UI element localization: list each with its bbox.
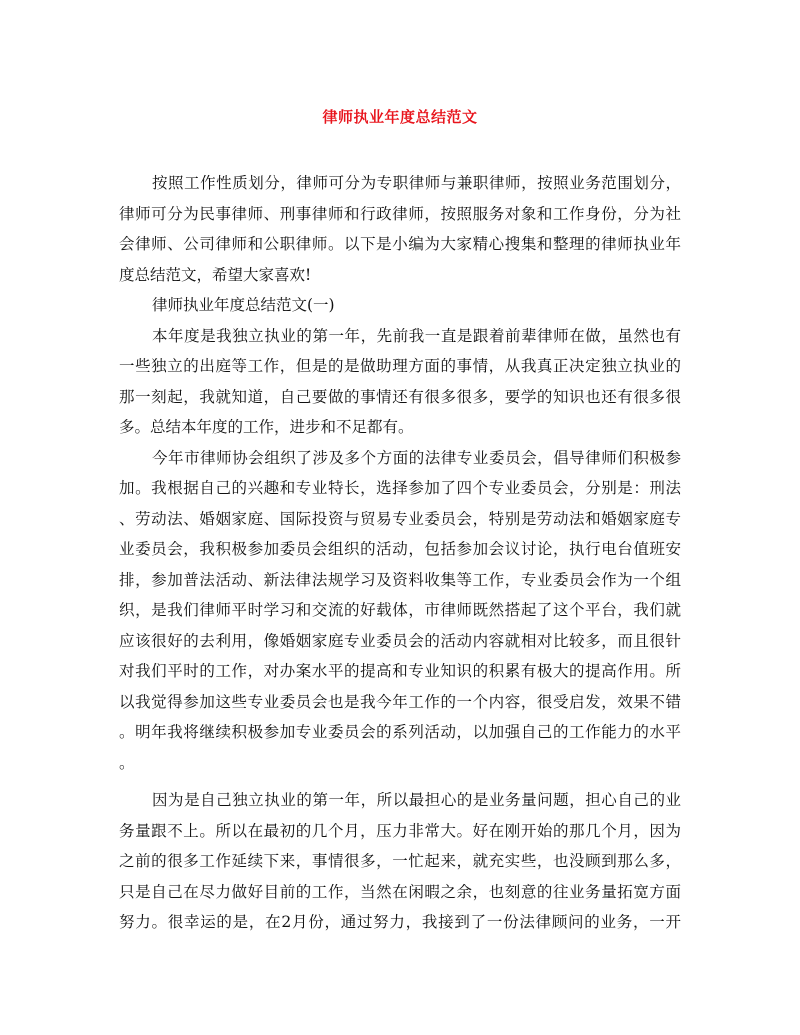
text-line: 度总结范文，希望大家喜欢! (119, 265, 312, 284)
text-line: 今年市律师协会组织了涉及多个方面的法律专业委员会，倡导律师们积极参 (152, 448, 681, 467)
text-line: 应该很好的去利用，像婚姻家庭专业委员会的活动内容就相对比较多，而且很针 (119, 631, 681, 650)
text-line: 业委员会，我积极参加委员会组织的活动，包括参加会议讨论，执行电台值班安 (119, 540, 681, 558)
text-line: 。明年我将继续积极参加专业委员会的系列活动，以加强自己的工作能力的水平 (119, 723, 681, 741)
text-line: 本年度是我独立执业的第一年，先前我一直是跟着前辈律师在做，虽然也有 (152, 326, 681, 345)
text-line: 一些独立的出庭等工作，但是的是做助理方面的事情，从我真正决定独立执业的 (119, 357, 681, 375)
paragraph-gap (119, 778, 681, 785)
text-line: 。 (119, 753, 135, 772)
text-line: 织，是我们律师平时学习和交流的好载体，市律师既然搭起了这个平台，我们就 (119, 601, 681, 619)
text-line: 加。我根据自己的兴趣和专业特长，选择参加了四个专业委员会，分别是：刑法 (119, 479, 681, 497)
text-line: 多。总结本年度的工作，进步和不足都有。 (119, 418, 414, 436)
text-line: 那一刻起，我就知道，自己要做的事情还有很多很多，要学的知识也还有很多很 (119, 387, 681, 406)
document-body (119, 168, 681, 938)
text-line: 排，参加普法活动、新法律法规学习及资料收集等工作，专业委员会作为一个组 (119, 570, 681, 589)
text-line: 之前的很多工作延续下来，事情很多，一忙起来，就充实些，也没顾到那么多， (119, 852, 681, 870)
text-line: 以我觉得参加这些专业委员会也是我今年工作的一个内容，很受启发，效果不错 (119, 692, 681, 711)
text-line: 按照工作性质划分，律师可分为专职律师与兼职律师，按照业务范围划分， (152, 174, 681, 192)
text-line: 、劳动法、婚姻家庭、国际投资与贸易专业委员会，特别是劳动法和婚姻家庭专 (119, 509, 681, 528)
text-line: 对我们平时的工作，对办案水平的提高和专业知识的积累有极大的提高作用。所 (119, 662, 681, 680)
text-line: 只是自己在尽力做好目前的工作，当然在闲暇之余，也刻意的往业务量拓宽方面 (119, 882, 681, 901)
text-line: 努力。很幸运的是，在2月份，通过努力，我接到了一份法律顾问的业务，一开 (119, 913, 681, 931)
document-title: 律师执业年度总结范文 (322, 108, 478, 126)
text-line: 会律师、公司律师和公职律师。以下是小编为大家精心搜集和整理的律师执业年 (119, 235, 681, 253)
section-heading: 律师执业年度总结范文(一) (152, 296, 335, 314)
text-line: 务量跟不上。所以在最初的几个月，压力非常大。好在刚开始的那几个月，因为 (119, 821, 681, 840)
text-line: 因为是自己独立执业的第一年，所以最担心的是业务量问题，担心自己的业 (152, 791, 681, 809)
text-line: 律师可分为民事律师、刑事律师和行政律师，按照服务对象和工作身份，分为社 (119, 204, 681, 223)
